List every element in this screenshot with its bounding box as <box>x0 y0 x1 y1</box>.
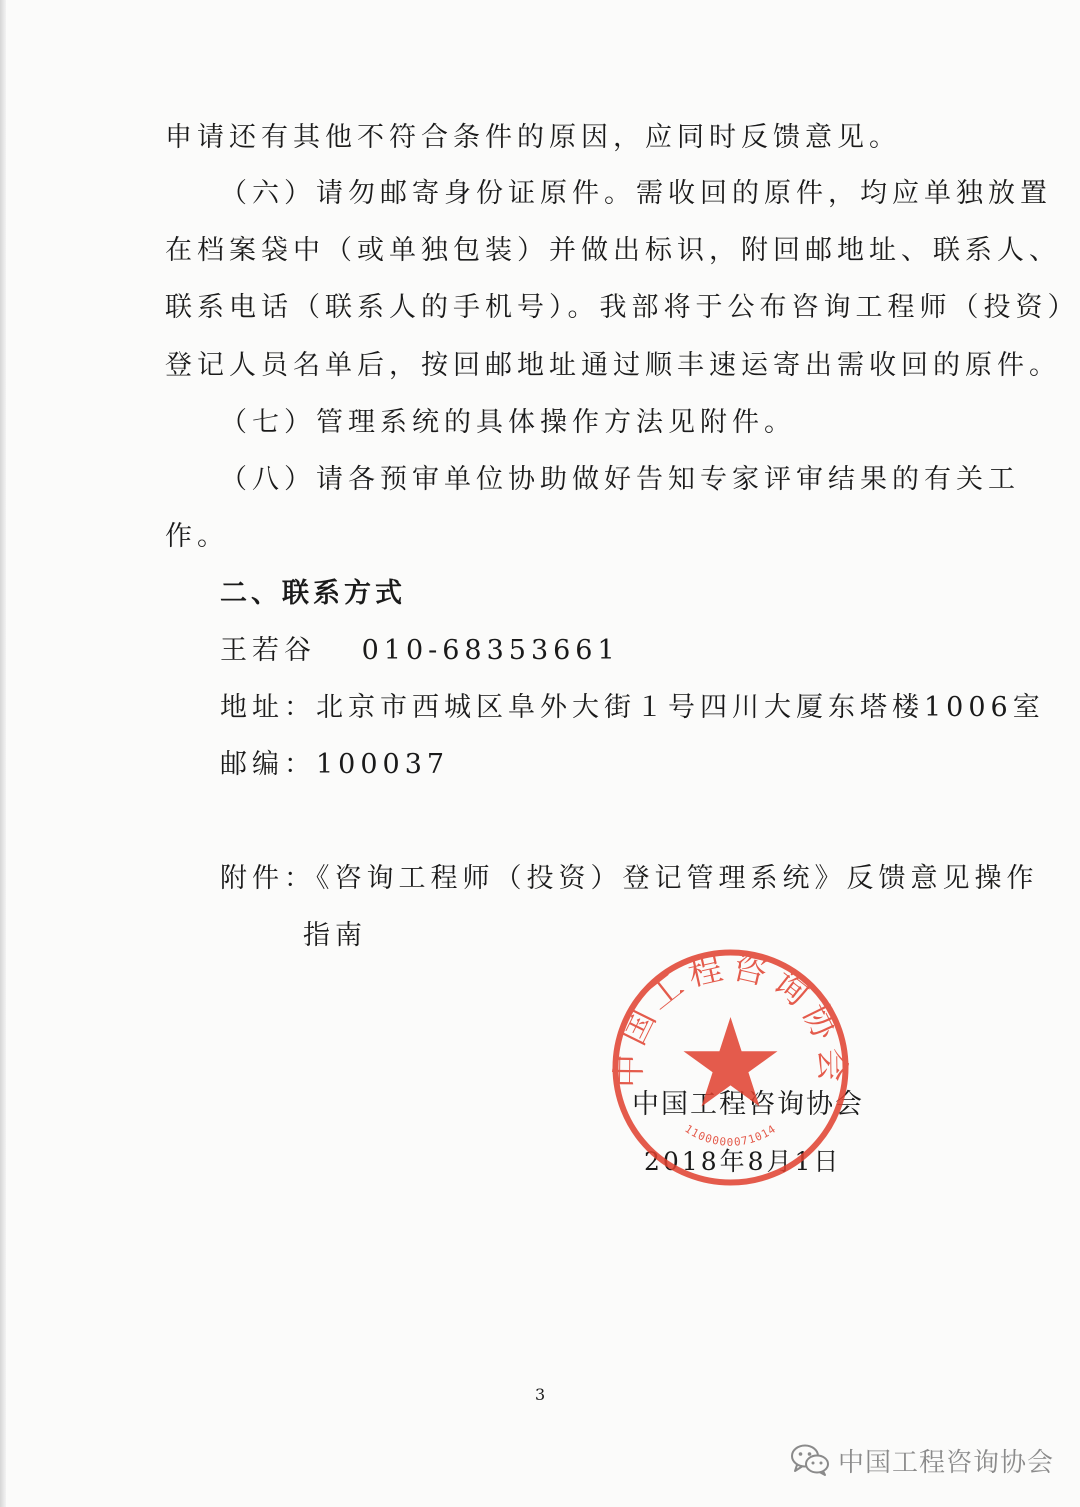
body-line-4: 联系电话（联系人的手机号）。我部将于公布咨询工程师（投资） <box>165 292 1080 323</box>
contact-address: 地址：北京市西城区阜外大街１号四川大厦东塔楼1006室 <box>220 692 1045 723</box>
body-line-1: 申请还有其他不符合条件的原因，应同时反馈意见。 <box>165 122 901 153</box>
body-line-6: （七）管理系统的具体操作方法见附件。 <box>220 407 796 438</box>
watermark-label: 中国工程咨询协会 <box>838 1447 1055 1478</box>
wechat-icon <box>790 1443 830 1477</box>
body-line-3: 在档案袋中（或单独包装）并做出标识，附回邮地址、联系人、 <box>165 235 1061 266</box>
body-line-8: 作。 <box>165 521 229 552</box>
body-line-2: （六）请勿邮寄身份证原件。需收回的原件，均应单独放置 <box>220 178 1052 209</box>
svg-text:中国工程咨询协会: 中国工程咨询协会 <box>609 946 852 1089</box>
svg-text:1100000071014: 1100000071014 <box>682 1122 779 1149</box>
section-heading: 二、联系方式 <box>220 578 406 609</box>
attachment-line-2: 指南 <box>303 920 367 951</box>
signature-organization: 中国工程咨询协会 <box>632 1089 864 1120</box>
scan-edge <box>0 0 6 1507</box>
body-line-5: 登记人员名单后，按回邮地址通过顺丰速运寄出需收回的原件。 <box>165 350 1061 381</box>
body-line-7: （八）请各预审单位协助做好告知专家评审结果的有关工 <box>220 464 1020 495</box>
contact-postcode: 邮编：100037 <box>220 749 450 780</box>
official-seal-icon <box>608 945 853 1190</box>
signature-date: 2018年8月1日 <box>644 1147 842 1176</box>
watermark <box>790 1440 1054 1480</box>
attachment-line-1: 附件：《咨询工程师（投资）登记管理系统》反馈意见操作 <box>220 863 1039 894</box>
page-number: 3 <box>535 1385 546 1404</box>
contact-person: 王若谷 010-68353661 <box>220 635 620 666</box>
